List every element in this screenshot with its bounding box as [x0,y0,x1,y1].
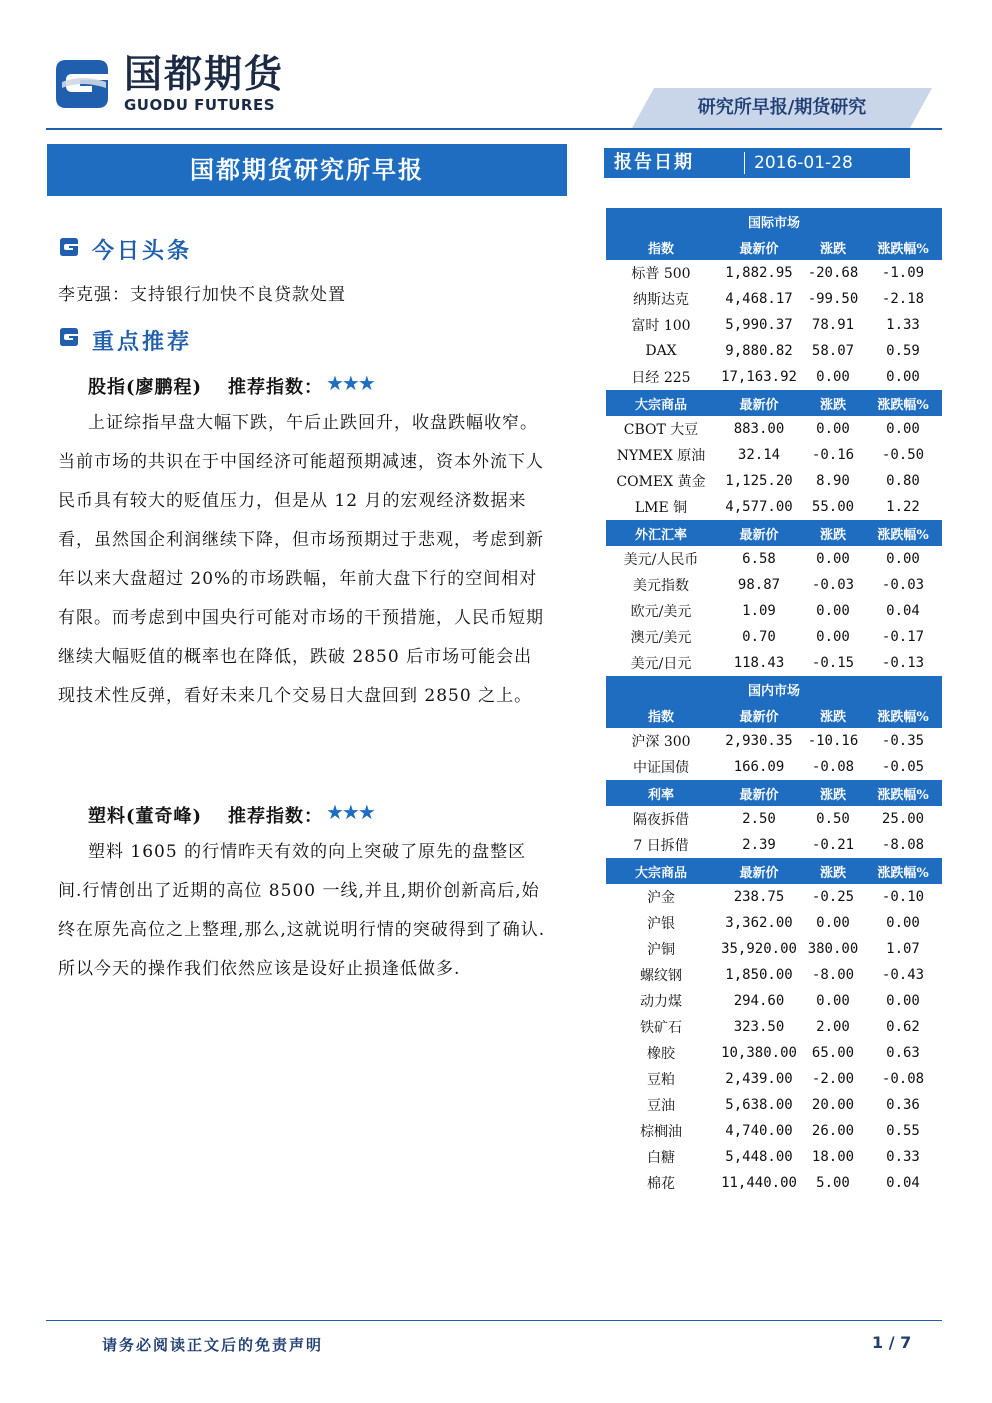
market-value-cell: 118.43 [733,655,785,671]
market-header-cell: 涨跌幅% [864,858,942,884]
market-header-cell: 最新价 [716,234,802,260]
market-header-cell: 最新价 [716,858,802,884]
pick-text: 上证综指早盘大幅下跌，午后止跌回升，收盘跌幅收窄。当前市场的共识在于中国经济可能超预期减速，资本外流下人民币具有较大的贬值压力，但是从 12 月的宏观经济数据来看，虽然国企利润继续下降，但市场预期过于悲观，考虑到新年以来大盘超过 20%的市场跌幅，年前大盘下行的空间相对有限。而考虑到中国央行可能对市场的干预措施，人民币短期继续大幅贬值的概率也在降低，跌破 2850 后市场可能会出现技术性反弹，看好未来几个交易日大盘回到 2850 之上。 [58,413,544,706]
market-value-cell: 4,468.17 [725,291,793,307]
market-value-cell: -0.16 [811,447,855,463]
market-header-cell: 最新价 [716,390,802,416]
market-item-name: 螺纹钢 [640,968,682,984]
market-value-cell: 2,930.35 [725,733,793,749]
market-header-cell: 大宗商品 [606,390,716,416]
logo-icon [52,52,112,114]
market-value-cell: 1,850.00 [725,967,793,983]
market-value-cell: 65.00 [811,1045,855,1061]
market-value-cell: 0.63 [886,1045,920,1061]
market-header-cell: 最新价 [716,780,802,806]
market-header-cell: 涨跌 [802,702,864,728]
market-value-cell: 11,440.00 [721,1175,797,1191]
market-row [606,1144,942,1170]
page-number: 1 / 7 [872,1333,912,1352]
market-row [606,1040,942,1066]
market-value-cell: 1.09 [742,603,776,619]
market-item-name: 棕榈油 [640,1124,682,1140]
market-value-cell: 0.00 [816,603,850,619]
market-value-cell: 0.00 [816,629,850,645]
market-value-cell: 5,990.37 [725,317,793,333]
market-item-name: 白糖 [647,1150,675,1166]
market-value-cell: 10,380.00 [721,1045,797,1061]
market-value-cell: -0.03 [811,577,855,593]
market-value-cell: 0.00 [886,915,920,931]
logo-text-cn: 国都期货 [124,52,285,96]
market-value-cell: -0.25 [811,889,855,905]
market-value-cell: 18.00 [811,1149,855,1165]
market-row [606,364,942,390]
market-section-title-row [606,676,942,702]
market-item-name: 澳元/美元 [630,630,692,646]
market-value-cell: 5.00 [816,1175,850,1191]
market-value-cell: 0.33 [886,1149,920,1165]
market-value-cell: 1.22 [886,499,920,515]
headline-text: 李克强：支持银行加快不良贷款处置 [58,285,346,305]
market-header-row [606,780,942,806]
market-row [606,416,942,442]
market-header-cell: 涨跌 [802,390,864,416]
market-value-cell: 4,577.00 [725,499,793,515]
market-header-cell: 利率 [606,780,716,806]
market-value-cell: -0.10 [881,889,925,905]
market-row [606,572,942,598]
market-value-cell: 1,125.20 [725,473,793,489]
market-value-cell: 32.14 [737,447,781,463]
report-date-divider [744,152,745,174]
market-row [606,832,942,858]
market-item-name: 沪金 [647,890,675,906]
market-value-cell: -0.08 [881,1071,925,1087]
market-header-row [606,858,942,884]
report-date-label: 报告日期 [614,152,694,173]
pick-name: 股指(廖鹏程) [88,377,203,398]
market-item-name: NYMEX 原油 [616,448,706,464]
market-table [606,208,942,1196]
market-header-cell: 涨跌幅% [864,520,942,546]
market-row [606,442,942,468]
picks-section-title: 重点推荐 [92,329,193,355]
market-value-cell: -0.17 [881,629,925,645]
market-value-cell: 78.91 [811,317,855,333]
market-value-cell: 0.04 [886,1175,920,1191]
market-value-cell: 6.58 [742,551,776,567]
market-value-cell: 0.00 [816,993,850,1009]
market-value-cell: -0.15 [811,655,855,671]
market-item-name: 棉花 [647,1176,675,1192]
market-value-cell: 9,880.82 [725,343,793,359]
market-value-cell: 2.39 [742,837,776,853]
market-row [606,806,942,832]
market-value-cell: 4,740.00 [725,1123,793,1139]
market-item-name: 美元/日元 [630,656,692,672]
market-row [606,754,942,780]
market-value-cell: 2.50 [742,811,776,827]
rating-stars-icon: ★★★ [326,371,374,395]
market-item-name: 纳斯达克 [633,292,689,308]
market-row [606,468,942,494]
market-value-cell: 35,920.00 [721,941,797,957]
footer-rule [46,1320,942,1321]
market-value-cell: 2,439.00 [725,1071,793,1087]
market-header-cell: 外汇汇率 [606,520,716,546]
market-item-name: 富时 100 [631,318,691,334]
market-value-cell: -8.00 [811,967,855,983]
market-header-cell: 大宗商品 [606,858,716,884]
market-value-cell: 20.00 [811,1097,855,1113]
market-value-cell: 0.00 [816,421,850,437]
market-item-name: 沪铜 [647,942,675,958]
market-value-cell: 166.09 [733,759,785,775]
market-value-cell: -0.50 [881,447,925,463]
market-row [606,1118,942,1144]
market-value-cell: 0.59 [886,343,920,359]
market-header-row [606,520,942,546]
market-value-cell: 294.60 [733,993,785,1009]
market-value-cell: 25.00 [881,811,925,827]
market-value-cell: 5,638.00 [725,1097,793,1113]
market-value-cell: 0.00 [816,551,850,567]
market-header-cell: 涨跌 [802,234,864,260]
market-value-cell: 3,362.00 [725,915,793,931]
market-value-cell: 17,163.92 [721,369,797,385]
market-header-cell: 指数 [606,234,716,260]
market-row [606,338,942,364]
market-value-cell: 883.00 [733,421,785,437]
market-row [606,728,942,754]
market-section-title: 国际市场 [606,208,942,234]
market-value-cell: 1,882.95 [725,265,793,281]
market-item-name: 隔夜拆借 [633,812,689,828]
market-row [606,1170,942,1196]
report-title: 国都期货研究所早报 [47,144,567,196]
market-item-name: 铁矿石 [640,1020,682,1036]
market-section-title: 国内市场 [606,676,942,702]
pick-rating-label: 推荐指数： [228,806,323,827]
market-row [606,988,942,1014]
market-header-cell: 涨跌幅% [864,234,942,260]
market-row [606,910,942,936]
rating-stars-icon: ★★★ [326,800,374,824]
market-value-cell: -0.35 [881,733,925,749]
market-header-cell: 涨跌幅% [864,390,942,416]
logo-text-en: GUODU FUTURES [124,96,276,114]
market-item-name: 标普 500 [631,266,691,282]
market-item-name: 橡胶 [647,1046,675,1062]
market-item-name: 豆油 [647,1098,675,1114]
market-value-cell: 2.00 [816,1019,850,1035]
market-item-name: 动力煤 [640,994,682,1010]
market-value-cell: 0.04 [886,603,920,619]
market-value-cell: 26.00 [811,1123,855,1139]
pick-name: 塑料(董奇峰) [88,806,203,827]
market-value-cell: 323.50 [733,1019,785,1035]
market-header-cell: 最新价 [716,520,802,546]
market-value-cell: -10.16 [807,733,859,749]
market-value-cell: 98.87 [737,577,781,593]
market-value-cell: 238.75 [733,889,785,905]
market-item-name: LME 铜 [634,500,688,516]
market-row [606,936,942,962]
market-value-cell: -0.13 [881,655,925,671]
market-header-row [606,702,942,728]
headline-section-title: 今日头条 [92,238,193,264]
pick-text: 塑料 1605 的行情昨天有效的向上突破了原先的盘整区间.行情创出了近期的高位 8500 一线,并且,期价创新高后,始终在原先高位之上整理,那么,这就说明行情的突破得到了确认.所以今天的操作我们依然应该是设好止损逢低做多. [58,842,546,979]
market-row [606,494,942,520]
market-item-name: 豆粕 [647,1072,675,1088]
market-item-name: COMEX 黄金 [616,474,706,490]
market-header-cell: 涨跌 [802,858,864,884]
market-header-cell: 最新价 [716,702,802,728]
market-value-cell: -8.08 [881,837,925,853]
report-date-value: 2016-01-28 [754,153,853,173]
market-item-name: 美元/人民币 [623,552,699,568]
header-rule [46,128,942,130]
market-value-cell: -1.09 [881,265,925,281]
market-value-cell: 0.00 [886,421,920,437]
market-item-name: DAX [645,343,677,359]
disclaimer-note: 请务必阅读正文后的免责声明 [102,1336,324,1354]
market-value-cell: 55.00 [811,499,855,515]
section-logo-icon [58,326,80,348]
market-value-cell: 0.00 [886,551,920,567]
market-row [606,546,942,572]
market-header-row [606,390,942,416]
market-value-cell: 0.62 [886,1019,920,1035]
market-value-cell: 380.00 [807,941,859,957]
market-value-cell: 1.07 [886,941,920,957]
market-row [606,1066,942,1092]
market-value-cell: 0.00 [886,993,920,1009]
market-row [606,598,942,624]
market-value-cell: 0.00 [886,369,920,385]
market-value-cell: 58.07 [811,343,855,359]
market-header-cell: 涨跌 [802,780,864,806]
market-item-name: 日经 225 [631,370,691,386]
market-row [606,286,942,312]
market-row [606,1014,942,1040]
market-value-cell: 0.55 [886,1123,920,1139]
market-item-name: 沪银 [647,916,675,932]
market-value-cell: -0.21 [811,837,855,853]
section-logo-icon [58,236,80,258]
market-item-name: 美元指数 [633,578,689,594]
market-header-cell: 指数 [606,702,716,728]
report-date-bar [604,148,910,178]
market-row [606,962,942,988]
header-tag: 研究所早报/期货研究 [697,97,867,118]
market-value-cell: -0.08 [811,759,855,775]
market-value-cell: -0.43 [881,967,925,983]
market-value-cell: 0.80 [886,473,920,489]
market-header-cell: 涨跌幅% [864,702,942,728]
market-value-cell: 1.33 [886,317,920,333]
market-value-cell: -20.68 [807,265,859,281]
market-row [606,884,942,910]
market-header-cell: 涨跌幅% [864,780,942,806]
market-value-cell: -0.03 [881,577,925,593]
market-item-name: 欧元/美元 [630,604,692,620]
market-row [606,260,942,286]
market-section-title-row [606,208,942,234]
market-row [606,624,942,650]
market-value-cell: 0.36 [886,1097,920,1113]
market-value-cell: -2.18 [881,291,925,307]
market-item-name: 中证国债 [633,760,689,776]
market-value-cell: 8.90 [816,473,850,489]
market-row [606,1092,942,1118]
market-item-name: 沪深 300 [631,734,691,750]
market-header-cell: 涨跌 [802,520,864,546]
market-header-row [606,234,942,260]
market-value-cell: 0.70 [742,629,776,645]
market-row [606,650,942,676]
market-value-cell: -0.05 [881,759,925,775]
pick-rating-label: 推荐指数： [228,377,323,398]
market-row [606,312,942,338]
market-value-cell: 5,448.00 [725,1149,793,1165]
market-item-name: CBOT 大豆 [623,422,699,438]
market-item-name: 7 日拆借 [633,838,689,854]
market-value-cell: 0.00 [816,915,850,931]
market-value-cell: -2.00 [811,1071,855,1087]
market-value-cell: -99.50 [807,291,859,307]
market-value-cell: 0.50 [816,811,850,827]
market-value-cell: 0.00 [816,369,850,385]
